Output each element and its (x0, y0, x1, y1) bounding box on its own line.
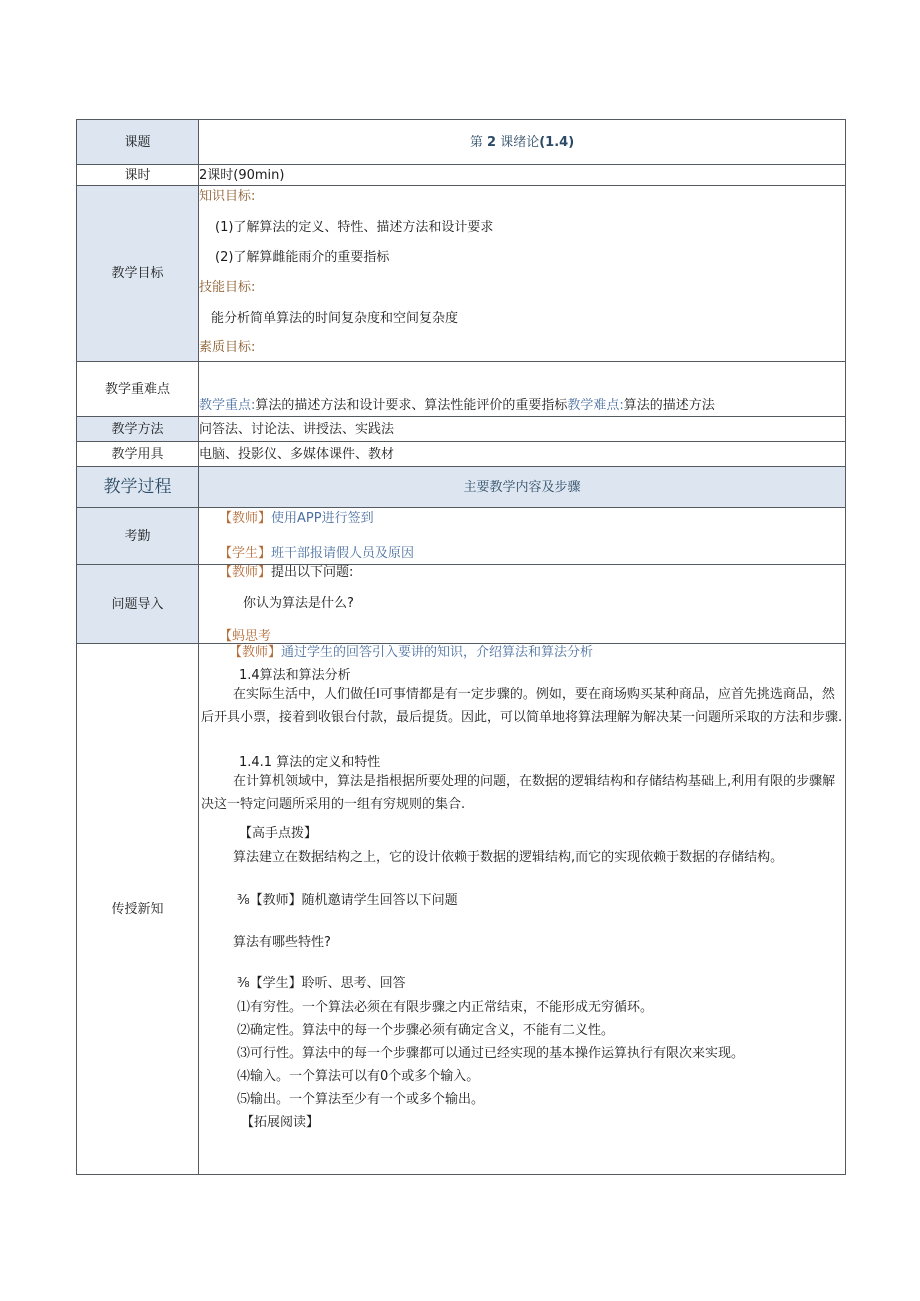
title-paren: (1.4) (539, 134, 575, 150)
skill-heading: 技能目标: (199, 280, 256, 295)
intro-question: 你认为算法是什么? (243, 596, 354, 611)
attendance-student-text: 班干部报请假人员及原因 (271, 546, 415, 561)
process-header-right: 主要教学内容及步骤 (199, 467, 846, 508)
intro-row (77, 565, 846, 644)
intro-box (219, 565, 845, 643)
title-mid: 课绪论 (500, 134, 540, 150)
key-text: 算法的描述方法和设计要求、算法性能评价的重要指标 (255, 398, 568, 413)
attendance-label: 考勤 (77, 508, 199, 565)
property-5: ⑸输出。一个算法至少有一个或多个输出。 (237, 1092, 485, 1107)
keypoints-row (77, 362, 846, 417)
keypoints-content (199, 362, 846, 417)
process-header-left: 教学过程 (77, 467, 199, 508)
teaching-row (77, 644, 846, 1175)
teaching-line-1 (229, 644, 593, 661)
teacher-question-line: ⅜【教师】随机邀请学生回答以下问题 (237, 893, 458, 908)
goals-row (77, 186, 846, 362)
property-2: ⑵确定性。算法中的每一个步骤必须有确定含义，不能有二义性。 (237, 1023, 615, 1038)
skill-item: 能分析简单算法的时间复杂度和空间复杂度 (211, 311, 459, 326)
expert-tip-text: 算法建立在数据结构之上，它的设计依赖于数据的逻辑结构,而它的实现依赖于数据的存储结构。 (233, 850, 784, 865)
hours-value: 2课时(90min) (199, 165, 846, 186)
intro-label: 问题导入 (77, 565, 199, 644)
tools-label: 教学用具 (77, 442, 199, 467)
hours-label: 课时 (77, 165, 199, 186)
methods-label: 教学方法 (77, 417, 199, 442)
knowledge-item-1: (1)了解算法的定义、特性、描述方法和设计要求 (215, 220, 494, 235)
methods-value: 问答法、讨论法、讲授法、实践法 (199, 417, 846, 442)
attendance-line-1 (219, 510, 374, 527)
title-num: 2 (487, 134, 497, 150)
teaching-label: 传授新知 (77, 644, 199, 1175)
difficulty-text: 算法的描述方法 (623, 398, 715, 413)
expert-tip-heading: 【高手点拨】 (239, 826, 318, 841)
intro-teacher-tag: 【教师】 (219, 565, 272, 580)
difficulty-label: 教学难点: (567, 398, 624, 413)
teaching-content (199, 644, 846, 1175)
title-row (77, 120, 846, 165)
intro-line-3: 【蚂思考 (219, 629, 272, 643)
intro-line-1 (219, 565, 353, 581)
methods-row (77, 417, 846, 442)
lesson-title (199, 120, 846, 165)
quality-heading: 素质目标: (199, 340, 256, 355)
property-3: ⑶可行性。算法中的每一个步骤都可以通过已经实现的基本操作运算执行有限次来实现。 (237, 1046, 745, 1061)
teaching-teacher-tag: 【教师】 (229, 645, 282, 660)
knowledge-heading: 知识目标: (199, 189, 256, 204)
tools-row (77, 442, 846, 467)
hours-row (77, 165, 846, 186)
intro-content (199, 565, 846, 644)
teaching-box (201, 644, 845, 1174)
attendance-content (199, 508, 846, 565)
teaching-teacher-text: 通过学生的回答引入要讲的知识，介绍算法和算法分析 (281, 645, 594, 660)
title-pre: 第 (469, 134, 483, 150)
attendance-box (219, 508, 845, 564)
attendance-line-2 (219, 545, 414, 562)
knowledge-item-2: (2)了解算雌能雨介的重要指标 (215, 250, 390, 265)
key-label: 教学重点: (199, 398, 256, 413)
teaching-paragraph-2: 在计算机领域中，算法是指根据所要处理的问题，在数据的逻辑结构和存储结构基础上,利用有限的步骤解决这一特定问题所采用的一组有穷规则的集合. (201, 774, 836, 812)
goals-label: 教学目标 (77, 186, 199, 362)
title-label: 课题 (77, 120, 199, 165)
intro-teacher-text: 提出以下问题: (271, 565, 354, 580)
attendance-student-tag: 【学生】 (219, 546, 272, 561)
section-heading-1-4: 1.4算法和算法分析 (239, 668, 351, 683)
attendance-row (77, 508, 846, 565)
goals-content (199, 186, 846, 362)
teaching-paragraph-1: 在实际生活中，人们做任I可事情都是有一定步骤的。例如，要在商场购买某种商品，应首先挑选商品，然后开具小票，接着到收银台付款，最后提货。因此，可以简单地将算法理解为解决某一问题所采取的方法和步骤. (201, 687, 843, 725)
attendance-teacher-tag: 【教师】 (219, 511, 272, 526)
process-header-row (77, 467, 846, 508)
keypoints-label: 教学重难点 (77, 362, 199, 417)
tools-value: 电脑、投影仪、多媒体课件、教材 (199, 442, 846, 467)
property-1: ⑴有穷性。一个算法必须在有限步骤之内正常结束，不能形成无穷循环。 (237, 1000, 654, 1015)
student-response-line: ⅜【学生】聆听、思考、回答 (237, 976, 406, 991)
extended-reading-heading: 【拓展阅读】 (241, 1115, 320, 1130)
section-heading-1-4-1: 1.4.1 算法的定义和特性 (239, 755, 381, 770)
attendance-teacher-text: 使用APP进行签到 (271, 511, 374, 526)
property-4: ⑷输入。一个算法可以有0个或多个输入。 (237, 1069, 480, 1084)
question-text: 算法有哪些特性? (233, 935, 331, 950)
lesson-plan-table (76, 119, 846, 1175)
